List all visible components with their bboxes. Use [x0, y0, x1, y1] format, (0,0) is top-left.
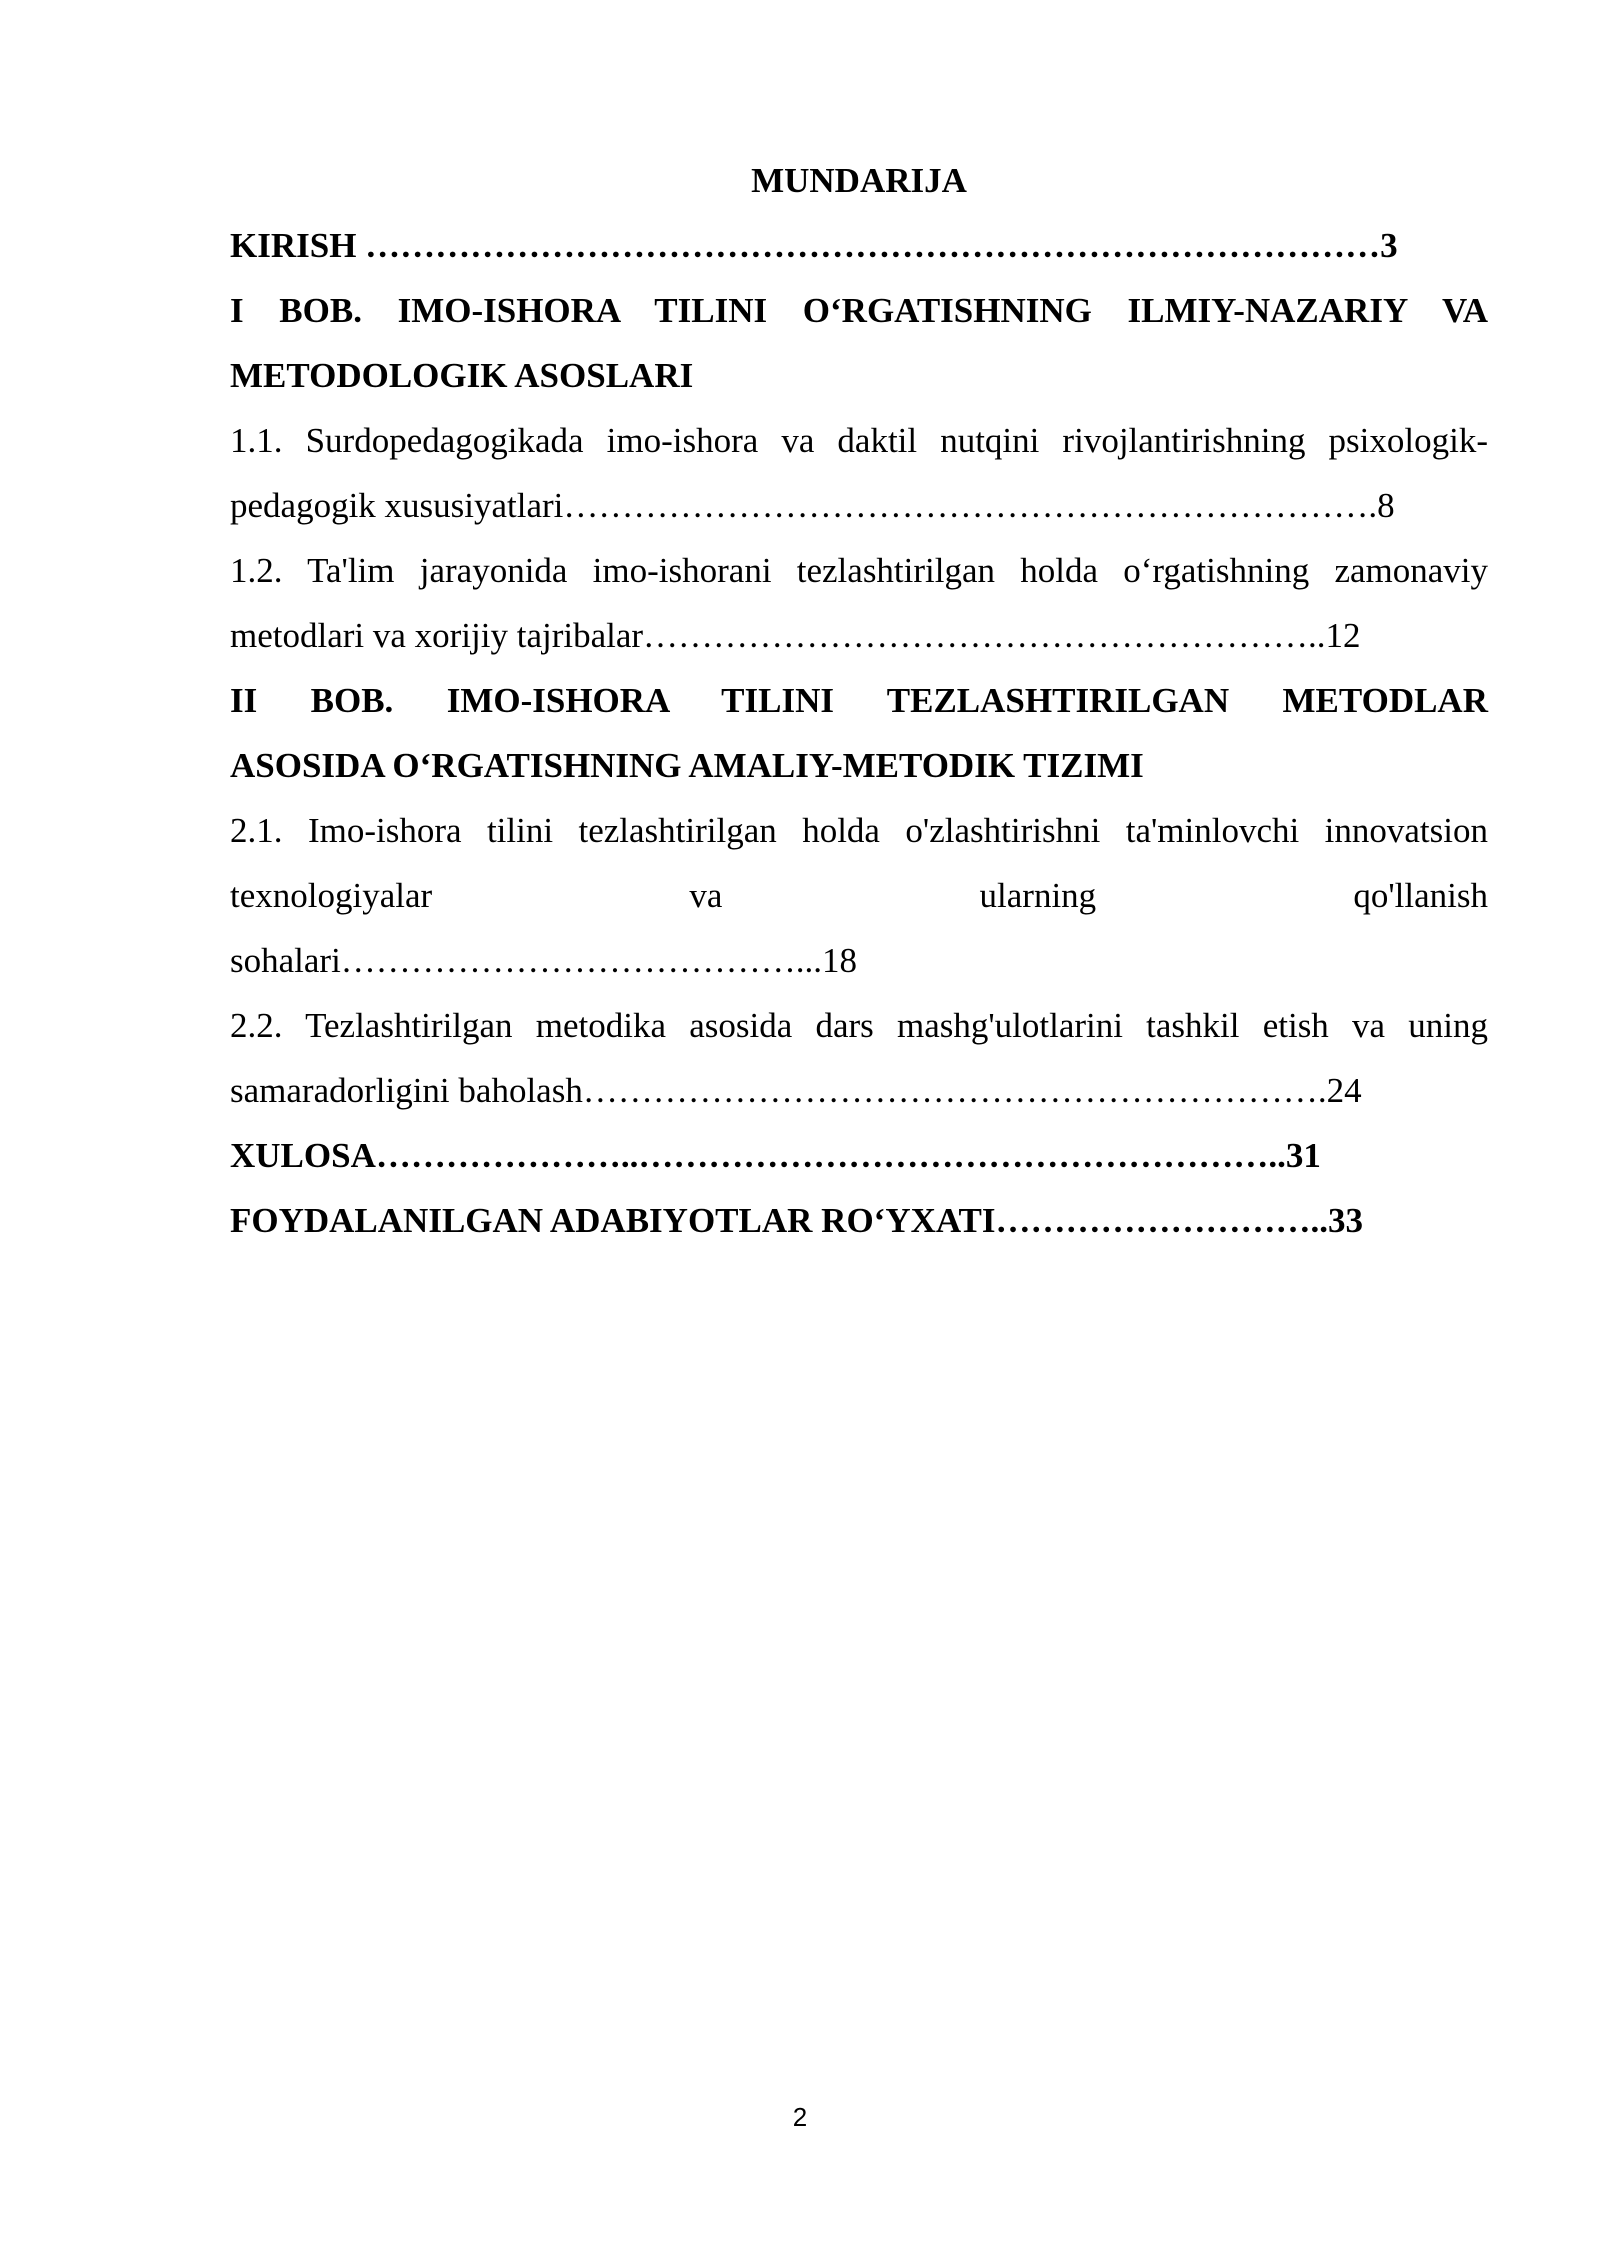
toc-section-1-1-line-2: pedagogik xususiyatlari…………………………………………………………….8 [230, 486, 1395, 525]
toc-section-1-2-line-2: metodlari va xorijiy tajribalar…………………………………………………..12 [230, 616, 1361, 655]
toc-section-2-1-line-1: 2.1. Imo-ishora tilini tezlashtirilgan holda o'zlashtirishni ta'minlovchi innovatsion [230, 811, 1488, 850]
toc-section-2-2-line-2: samaradorligini baholash……………………………………………………….24 [230, 1071, 1362, 1110]
toc-entry-xulosa: XULOSA…………………..………………………………………………..31 [230, 1136, 1321, 1175]
toc-entry-kirish: KIRISH ……………………………………………………………………………3 [230, 226, 1398, 265]
toc-section-2-1-line-3: sohalari…………………………………...18 [230, 941, 858, 980]
toc-entry-adabiyotlar: FOYDALANILGAN ADABIYOTLAR RO‘YXATI………………………..33 [230, 1201, 1364, 1240]
toc-section-1-2-line-1: 1.2. Ta'lim jarayonida imo-ishorani tezlashtirilgan holda o‘rgatishning zamonaviy [230, 551, 1488, 590]
toc-chapter-1-heading-line-1: I BOB. IMO-ISHORA TILINI O‘RGATISHNING ILMIY-NAZARIY VA [230, 291, 1488, 330]
toc-chapter-2-heading-line-2: ASOSIDA O‘RGATISHNING AMALIY-METODIK TIZIMI [230, 746, 1144, 785]
toc-chapter-1-heading-line-2: METODOLOGIK ASOSLARI [230, 356, 694, 395]
toc-chapter-2-heading-line-1: II BOB. IMO-ISHORA TILINI TEZLASHTIRILGAN METODLAR [230, 681, 1488, 720]
toc-section-2-1-line-2: texnologiyalar va ularning qo'llanish [230, 876, 1488, 915]
toc-section-2-2-line-1: 2.2. Tezlashtirilgan metodika asosida dars mashg'ulotlarini tashkil etish va uning [230, 1006, 1488, 1045]
toc-section-1-1-line-1: 1.1. Surdopedagogikada imo-ishora va daktil nutqini rivojlantirishning psixologik- [230, 421, 1488, 460]
table-of-contents [230, 148, 1488, 1253]
toc-title: MUNDARIJA [751, 161, 967, 200]
page-number: 2 [792, 2102, 808, 2132]
